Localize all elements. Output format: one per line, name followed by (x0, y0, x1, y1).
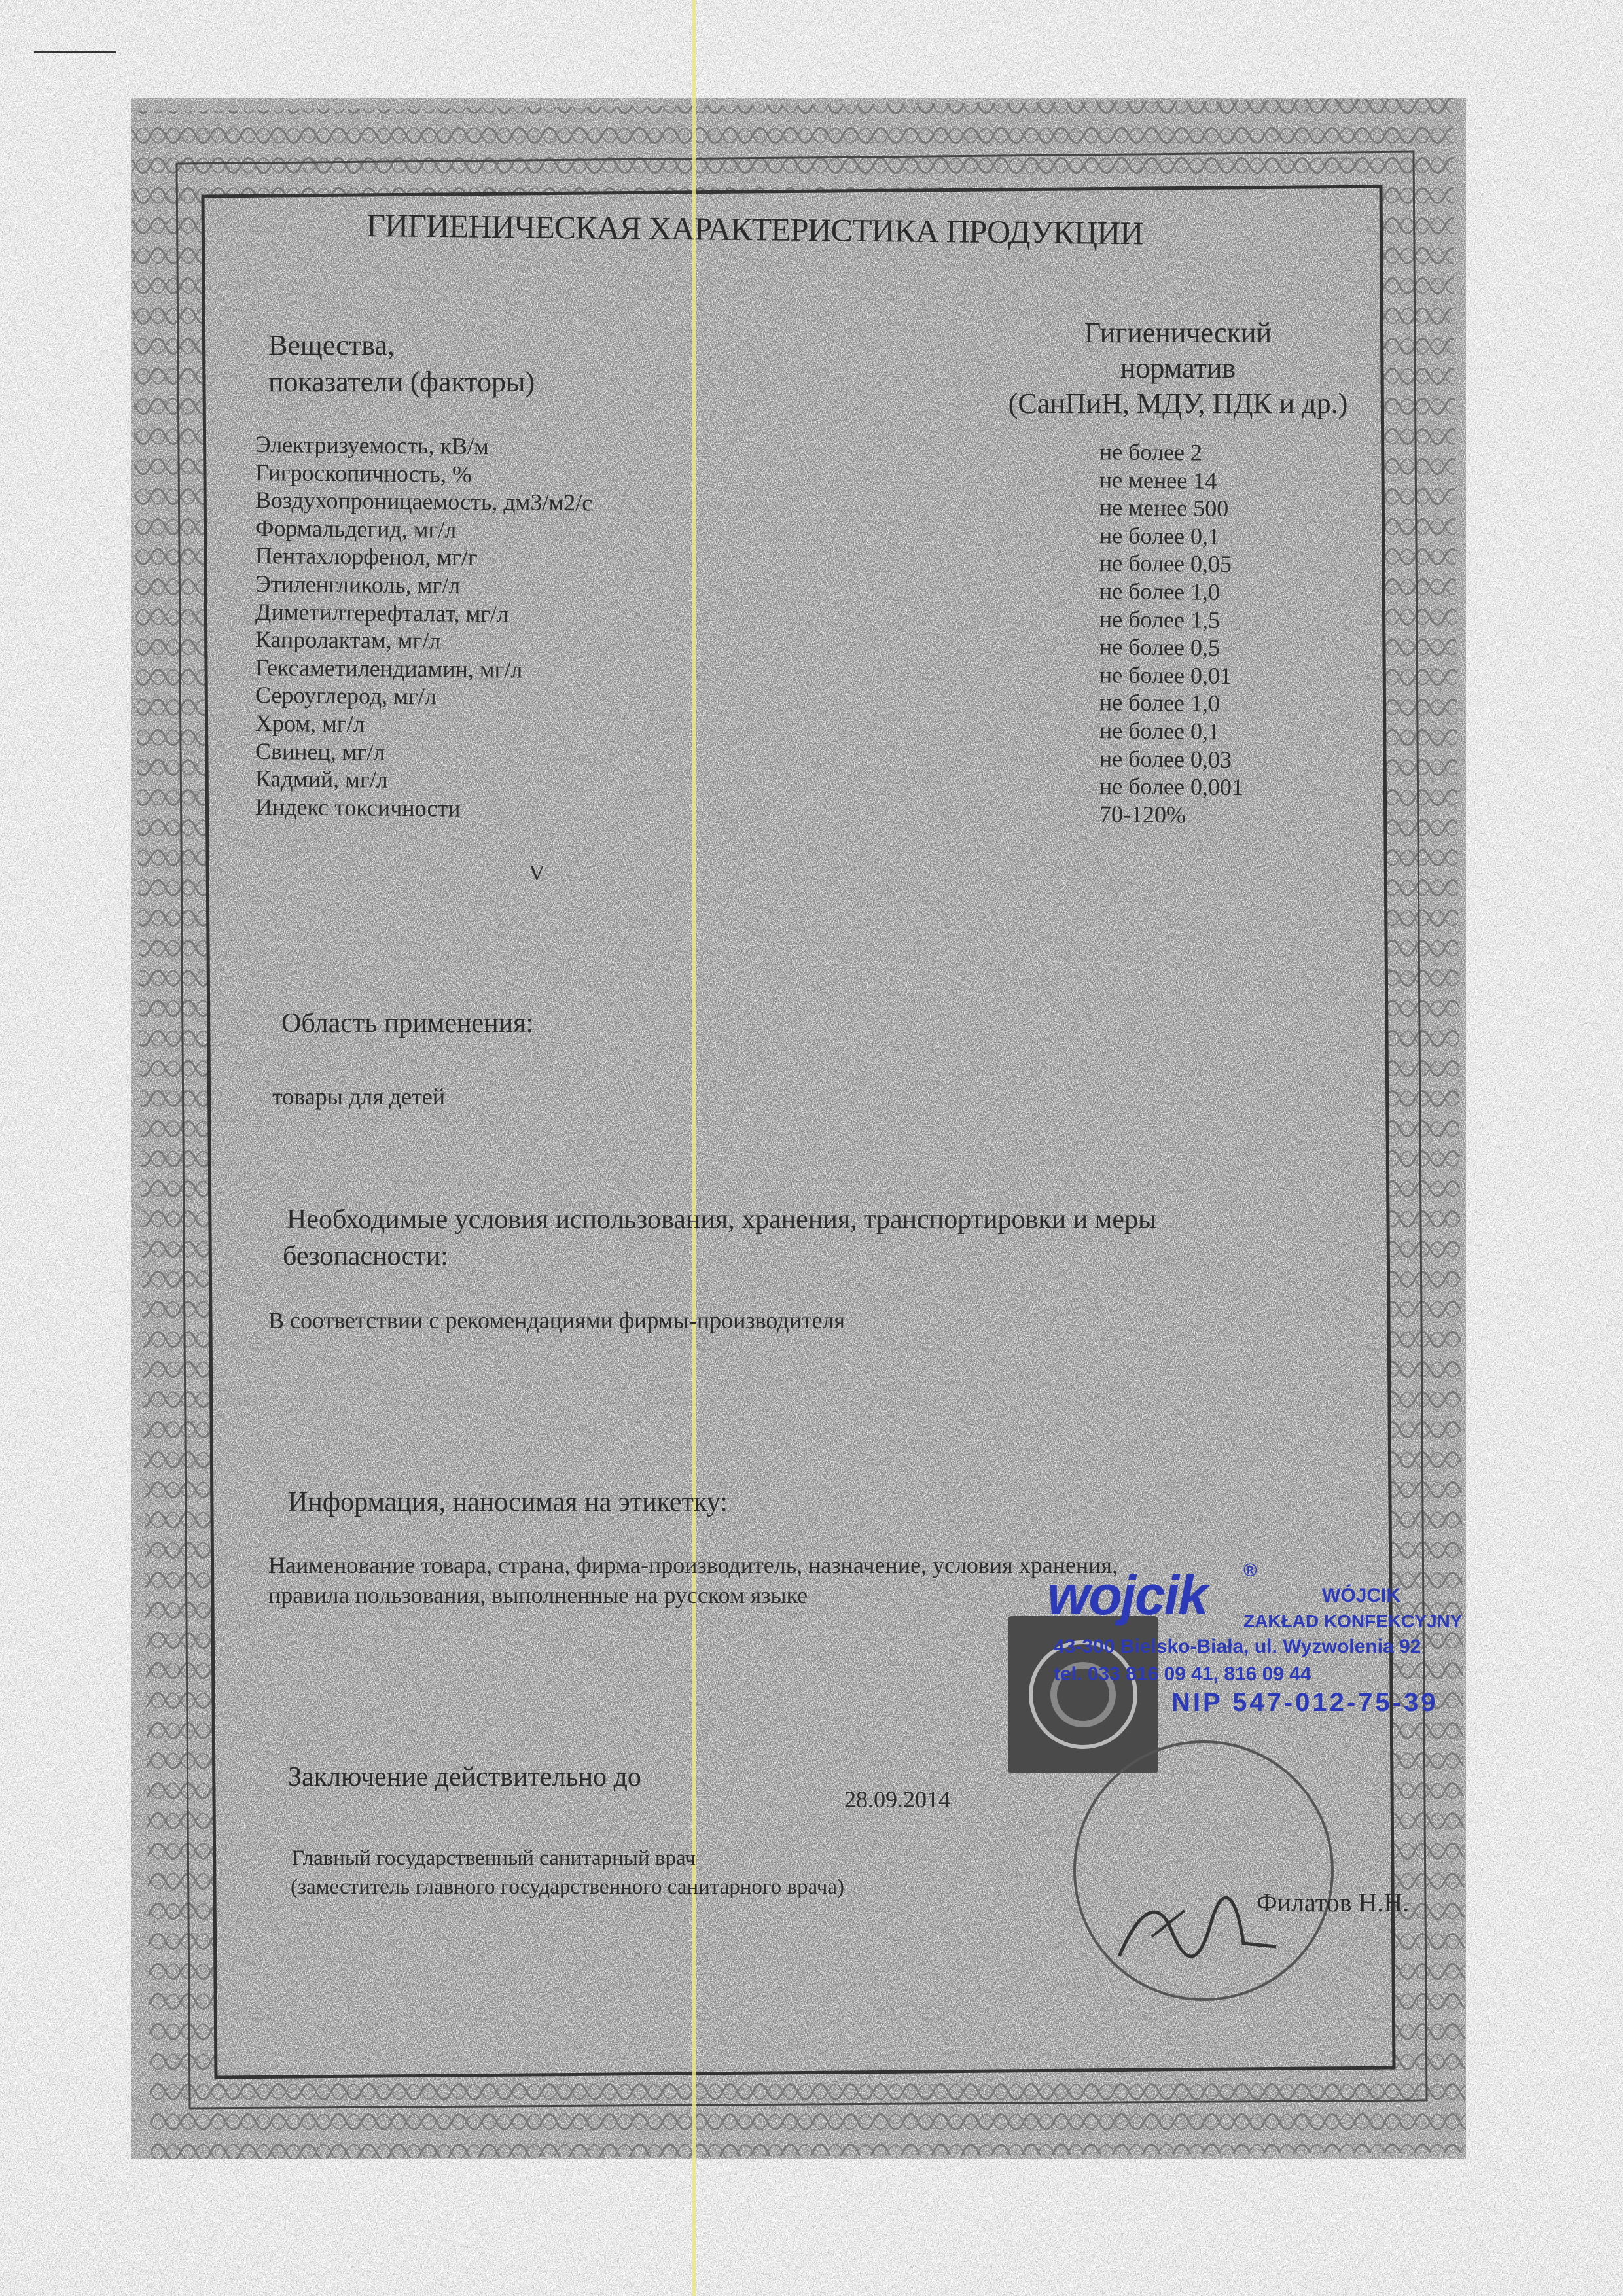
signatory-name: Филатов Н.Н. (1257, 1888, 1410, 1917)
company-plant: ZAKŁAD KONFEKCYJNY (1243, 1611, 1463, 1631)
indicator-name: Гигроскопичность, % (255, 459, 473, 487)
column-header-line: Вещества, (268, 329, 395, 361)
indicator-norm: не менее 500 (1099, 494, 1229, 522)
indicator-norm: не более 0,5 (1099, 633, 1221, 662)
indicator-norm: не более 2 (1099, 438, 1203, 466)
column-header-line: норматив (1120, 352, 1236, 384)
company-phone: tel. 033 816 09 41, 816 09 44 (1054, 1663, 1311, 1685)
indicator-name: Сероуглерод, мг/л (255, 682, 437, 710)
indicator-norm: не более 0,03 (1099, 745, 1232, 773)
indicator-norm: не более 0,1 (1099, 717, 1221, 745)
indicator-name: Диметилтерефталат, мг/л (255, 598, 509, 627)
indicator-name: Формальдегид, мг/л (255, 514, 457, 543)
indicator-name: Хром, мг/л (255, 709, 365, 737)
company-logo: wojcik (1047, 1564, 1207, 1626)
conditions-heading: Необходимые условия использования, хранения, транспортировки и меры (287, 1205, 1157, 1235)
validity-date: 28.09.2014 (844, 1786, 950, 1812)
indicator-name: Воздухопроницаемость, дм3/м2/с (255, 487, 593, 516)
column-header-line: Гигиенический (1084, 317, 1272, 349)
column-header-indicators (268, 327, 535, 400)
label-info-heading: Информация, наносимая на этикетку: (288, 1487, 728, 1517)
company-owner: WÓJCIK (1322, 1585, 1400, 1606)
scope-text: товары для детей (272, 1084, 446, 1110)
label-info-text-cont: правила пользования, выполненные на русском языке (268, 1582, 808, 1608)
indicator-name: Пентахлорфенол, мг/г (255, 542, 478, 571)
company-nip: NIP 547-012-75-39 (1171, 1688, 1438, 1717)
column-header-line: (СанПиН, МДУ, ПДК и др.) (1008, 387, 1348, 419)
indicator-name: Гексаметилендиамин, мг/л (255, 654, 523, 683)
indicators-table (255, 431, 1342, 828)
indicator-name: Свинец, мг/л (255, 737, 385, 766)
registered-mark: ® (1243, 1560, 1257, 1580)
signatory-title: Главный государственный санитарный врач (292, 1846, 696, 1870)
scope-heading: Область применения: (281, 1008, 534, 1038)
indicator-norm: не более 0,01 (1099, 662, 1232, 689)
company-address: 43-300 Bielsko-Biała, ul. Wyzwolenia 92 (1054, 1636, 1421, 1657)
company-stamp (1047, 1551, 1479, 1734)
indicator-norm: не более 1,5 (1099, 605, 1221, 633)
indicator-norm: не менее 14 (1099, 466, 1217, 494)
indicator-name: Электризуемость, кВ/м (255, 431, 489, 460)
page-title: ГИГИЕНИЧЕСКАЯ ХАРАКТЕРИСТИКА ПРОДУКЦИИ (366, 206, 1143, 252)
corner-scan-line (34, 51, 116, 53)
signatory-title-cont: (заместитель главного государственного санитарного врача) (291, 1875, 845, 1899)
indicator-norm: не более 0,1 (1099, 522, 1221, 550)
indicator-norm: не более 1,0 (1099, 689, 1221, 717)
indicator-name: Кадмий, мг/л (255, 766, 388, 793)
indicator-norm: не более 0,001 (1099, 773, 1244, 801)
indicator-name: Капролактам, мг/л (255, 626, 441, 654)
column-header-norm (969, 315, 1387, 421)
check-mark: V (529, 861, 545, 885)
validity-label: Заключение действительно до (288, 1762, 641, 1792)
indicator-norm: 70-120% (1099, 800, 1186, 828)
indicator-norm: не более 1,0 (1099, 578, 1221, 605)
conditions-text: В соответствии с рекомендациями фирмы-производителя (268, 1307, 846, 1333)
indicator-norm: не более 0,05 (1099, 550, 1232, 578)
column-header-line: показатели (факторы) (268, 366, 535, 398)
indicator-name: Индекс токсичности (255, 793, 461, 822)
indicator-name: Этиленгликоль, мг/л (255, 570, 461, 599)
conditions-heading-cont: безопасности: (283, 1241, 448, 1271)
highlighter-line (692, 0, 696, 2296)
label-info-text: Наименование товара, страна, фирма-производитель, назначение, условия хранения, (268, 1552, 1118, 1578)
